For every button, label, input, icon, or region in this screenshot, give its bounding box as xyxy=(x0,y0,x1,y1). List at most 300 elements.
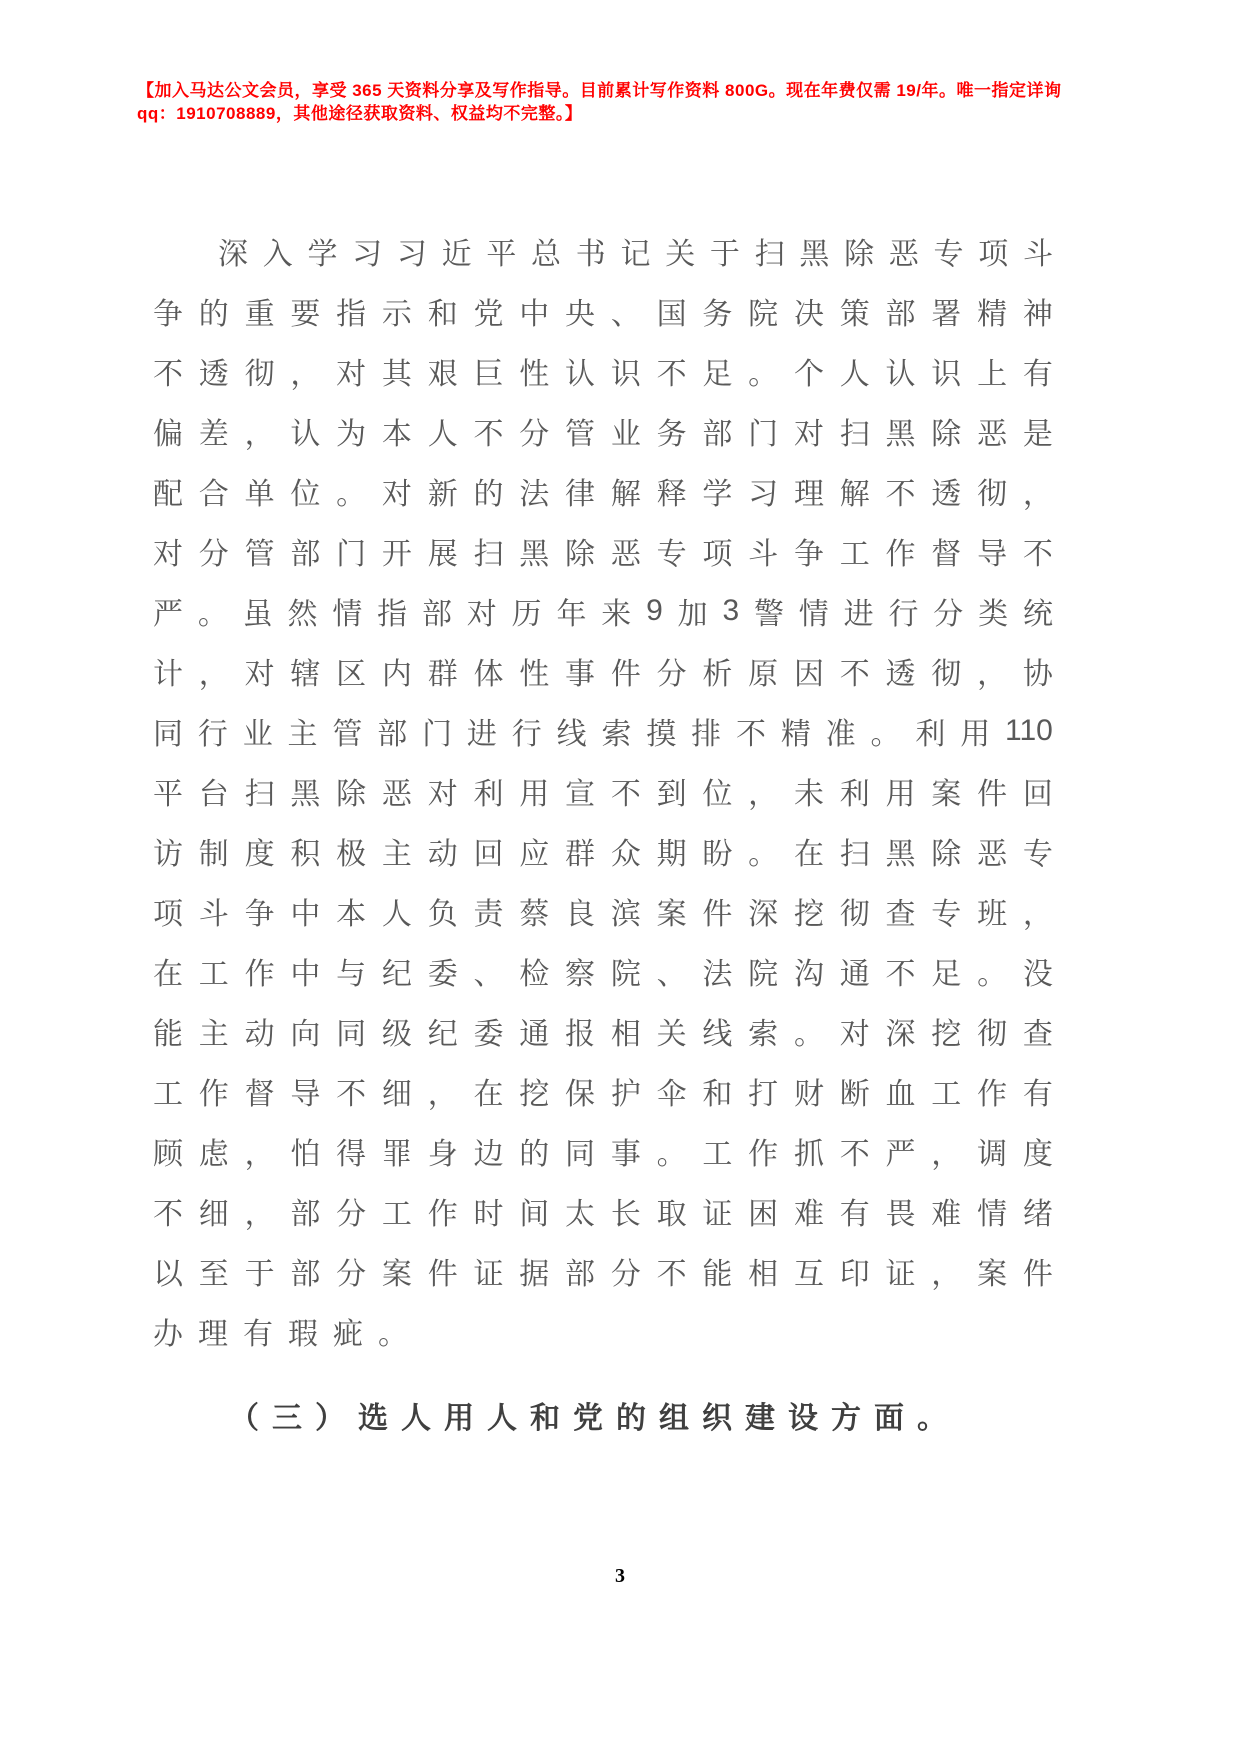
promo-notice xyxy=(137,79,1122,125)
char: 。 xyxy=(656,1138,687,1171)
char: ， xyxy=(1022,478,1053,511)
char: 情 xyxy=(798,598,829,631)
char: 。 xyxy=(378,1318,408,1351)
char: 新 xyxy=(427,478,458,511)
char: 足 xyxy=(931,958,962,991)
char: 加 xyxy=(677,598,708,631)
char: 的 xyxy=(519,1138,550,1171)
char: 作 xyxy=(244,958,275,991)
char: 重 xyxy=(244,298,275,331)
promo-notice-line: 【加入马达公文会员，享受 365 天资料分享及写作指导。目前累计写作资料 800G。现在年费仅需 19/年。唯一指定详询 xyxy=(137,81,1062,100)
char: 学 xyxy=(702,478,733,511)
char: 体 xyxy=(473,658,504,691)
char: 级 xyxy=(381,1018,412,1051)
char: 在 xyxy=(793,838,824,871)
char: 有 xyxy=(839,1198,870,1231)
char: 报 xyxy=(565,1018,596,1051)
paragraph-line xyxy=(153,941,1053,1001)
char: 部 xyxy=(421,598,452,631)
char: 据 xyxy=(519,1258,550,1291)
char: 彻 xyxy=(977,478,1008,511)
char: 恶 xyxy=(977,418,1008,451)
char: 打 xyxy=(748,1078,779,1111)
char: 差 xyxy=(198,418,229,451)
char: 专 xyxy=(933,238,964,271)
char: 不 xyxy=(610,778,641,811)
char: 统 xyxy=(1022,598,1053,631)
char: 瑕 xyxy=(288,1318,318,1351)
char: 专 xyxy=(656,538,687,571)
char: 情 xyxy=(977,1198,1008,1231)
char: 办 xyxy=(153,1318,183,1351)
char: 恶 xyxy=(888,238,919,271)
char: 身 xyxy=(427,1138,458,1171)
char: 对 xyxy=(793,418,824,451)
char: 个 xyxy=(793,358,824,391)
char: ， xyxy=(198,658,229,691)
char: 业 xyxy=(242,718,273,751)
char: 学 xyxy=(307,238,338,271)
char: 理 xyxy=(198,1318,228,1351)
char: 事 xyxy=(610,1138,641,1171)
char: 书 xyxy=(575,238,606,271)
char: 对 xyxy=(153,538,183,571)
char: 证 xyxy=(702,1198,733,1231)
char: 类 xyxy=(978,598,1009,631)
char: 和 xyxy=(427,298,458,331)
char: 。 xyxy=(197,598,228,631)
page-number: 3 xyxy=(615,1565,625,1587)
char: 项 xyxy=(978,238,1009,271)
char: 神 xyxy=(1022,298,1053,331)
char: 宣 xyxy=(565,778,596,811)
paragraph-line xyxy=(153,1181,1053,1241)
char: 总 xyxy=(531,238,562,271)
char: 足 xyxy=(702,358,733,391)
char: 除 xyxy=(931,418,962,451)
char: 黑 xyxy=(519,538,550,571)
char: 对 xyxy=(466,598,497,631)
char: 中 xyxy=(290,958,321,991)
char: 互 xyxy=(793,1258,824,1291)
char: 黑 xyxy=(885,418,916,451)
section-heading-wrap xyxy=(153,1361,1053,1445)
char: 护 xyxy=(610,1078,641,1111)
char: 精 xyxy=(780,718,811,751)
char: 难 xyxy=(931,1198,962,1231)
char: 行 xyxy=(888,598,919,631)
char: 血 xyxy=(885,1078,916,1111)
char: 门 xyxy=(422,718,453,751)
char: 中 xyxy=(290,898,321,931)
char: 理 xyxy=(793,478,824,511)
char: 未 xyxy=(793,778,824,811)
char: 案 xyxy=(656,898,687,931)
char: 不 xyxy=(839,658,870,691)
char: 位 xyxy=(290,478,321,511)
char: 应 xyxy=(519,838,550,871)
char: 艰 xyxy=(427,358,458,391)
char: 区 xyxy=(336,658,367,691)
char: 对 xyxy=(381,478,412,511)
char: 行 xyxy=(511,718,542,751)
paragraph-line xyxy=(153,221,1053,281)
char: 回 xyxy=(473,838,504,871)
char: 业 xyxy=(610,418,641,451)
char: 争 xyxy=(153,298,183,331)
char: 向 xyxy=(290,1018,321,1051)
char: 透 xyxy=(198,358,229,391)
char: 用 xyxy=(960,718,991,751)
char: 间 xyxy=(519,1198,550,1231)
char: 挖 xyxy=(519,1078,550,1111)
char: 极 xyxy=(336,838,367,871)
char: 回 xyxy=(1022,778,1053,811)
char: 件 xyxy=(610,658,641,691)
char: 件 xyxy=(977,778,1008,811)
char: 案 xyxy=(931,778,962,811)
char: 件 xyxy=(702,898,733,931)
char: 记 xyxy=(620,238,651,271)
char: 不 xyxy=(336,1078,367,1111)
char: 。 xyxy=(336,478,367,511)
char: 扫 xyxy=(244,778,275,811)
char: 督 xyxy=(244,1078,275,1111)
body-paragraph xyxy=(153,221,1053,1361)
char: 院 xyxy=(748,958,779,991)
char: 关 xyxy=(665,238,696,271)
char: 作 xyxy=(885,538,916,571)
char: 扫 xyxy=(839,838,870,871)
char: 扫 xyxy=(754,238,785,271)
char: 除 xyxy=(931,838,962,871)
char: 。 xyxy=(748,358,779,391)
char: 于 xyxy=(244,1258,275,1291)
char: 排 xyxy=(691,718,722,751)
char: 保 xyxy=(565,1078,596,1111)
char: 工 xyxy=(198,958,229,991)
char: 以 xyxy=(153,1258,183,1291)
char: 然 xyxy=(287,598,318,631)
char: 滨 xyxy=(610,898,641,931)
char: 门 xyxy=(336,538,367,571)
section-heading: （三）选人用人和党的组织建设方面。 xyxy=(229,1402,960,1435)
char: 畏 xyxy=(885,1198,916,1231)
char: 、 xyxy=(656,958,687,991)
char: 管 xyxy=(244,538,275,571)
paragraph-line xyxy=(153,341,1053,401)
char: 署 xyxy=(931,298,962,331)
char: 彻 xyxy=(931,658,962,691)
char: 管 xyxy=(332,718,363,751)
char: 党 xyxy=(473,298,504,331)
char: 证 xyxy=(473,1258,504,1291)
char: 细 xyxy=(381,1078,412,1111)
char: 恶 xyxy=(977,838,1008,871)
char: 用 xyxy=(519,778,550,811)
char: 作 xyxy=(427,1198,458,1231)
char: 相 xyxy=(610,1018,641,1051)
char: 务 xyxy=(702,298,733,331)
char: 部 xyxy=(290,1198,321,1231)
char: 在 xyxy=(473,1078,504,1111)
char: 访 xyxy=(153,838,183,871)
char: 不 xyxy=(153,1198,183,1231)
char: 部 xyxy=(565,1258,596,1291)
char: 委 xyxy=(427,958,458,991)
char: 挖 xyxy=(931,1018,962,1051)
char: 3 xyxy=(722,594,740,627)
char: 9 xyxy=(646,594,663,627)
char: 挖 xyxy=(793,898,824,931)
char: 不 xyxy=(473,418,504,451)
char: 展 xyxy=(427,538,458,571)
char: 配 xyxy=(153,478,183,511)
char: 察 xyxy=(565,958,596,991)
char: 行 xyxy=(197,718,228,751)
paragraph-line xyxy=(153,401,1053,461)
char: 同 xyxy=(565,1138,596,1171)
char: 其 xyxy=(381,358,412,391)
char: 有 xyxy=(243,1318,273,1351)
char: 进 xyxy=(843,598,874,631)
char: 督 xyxy=(931,538,962,571)
char: 事 xyxy=(565,658,596,691)
char: 顾 xyxy=(153,1138,183,1171)
char: 作 xyxy=(977,1078,1008,1111)
char: 不 xyxy=(839,1138,870,1171)
char: 习 xyxy=(352,238,383,271)
char: 原 xyxy=(748,658,779,691)
paragraph-line xyxy=(153,821,1053,881)
char: 示 xyxy=(381,298,412,331)
char: 绪 xyxy=(1022,1198,1053,1231)
char: 度 xyxy=(244,838,275,871)
char: 本 xyxy=(381,418,412,451)
char: 巨 xyxy=(473,358,504,391)
char: 习 xyxy=(748,478,779,511)
char: 管 xyxy=(565,418,596,451)
char: 作 xyxy=(198,1078,229,1111)
char: 断 xyxy=(839,1078,870,1111)
char: 不 xyxy=(656,358,687,391)
char: 平 xyxy=(153,778,183,811)
char: 有 xyxy=(1022,1078,1053,1111)
char: 罪 xyxy=(381,1138,412,1171)
char: 关 xyxy=(656,1018,687,1051)
char: 件 xyxy=(427,1258,458,1291)
char: 检 xyxy=(519,958,550,991)
char: 件 xyxy=(1022,1258,1053,1291)
char: 项 xyxy=(153,898,183,931)
char: 除 xyxy=(844,238,875,271)
char: 准 xyxy=(825,718,856,751)
char: 斗 xyxy=(198,898,229,931)
char: 严 xyxy=(885,1138,916,1171)
char: 到 xyxy=(656,778,687,811)
char: 证 xyxy=(885,1258,916,1291)
char: 法 xyxy=(519,478,550,511)
char: 辖 xyxy=(290,658,321,691)
char: 制 xyxy=(198,838,229,871)
char: 计 xyxy=(153,658,183,691)
char: 同 xyxy=(153,718,183,751)
char: 历 xyxy=(511,598,542,631)
char: 主 xyxy=(198,1018,229,1051)
char: ， xyxy=(748,778,779,811)
char: 决 xyxy=(793,298,824,331)
char: 利 xyxy=(839,778,870,811)
char: 彻 xyxy=(839,898,870,931)
char: 与 xyxy=(336,958,367,991)
char: 解 xyxy=(839,478,870,511)
char: 国 xyxy=(656,298,687,331)
char: 工 xyxy=(931,1078,962,1111)
char: 期 xyxy=(656,838,687,871)
char: 争 xyxy=(244,898,275,931)
char: 分 xyxy=(336,1258,367,1291)
char: 虑 xyxy=(198,1138,229,1171)
char: 动 xyxy=(427,838,458,871)
char: 深 xyxy=(218,238,248,271)
char: 要 xyxy=(290,298,321,331)
char: 不 xyxy=(1022,538,1053,571)
char: 群 xyxy=(565,838,596,871)
char: 时 xyxy=(473,1198,504,1231)
char: 班 xyxy=(977,898,1008,931)
char: 院 xyxy=(748,298,779,331)
char: 纪 xyxy=(381,958,412,991)
char: ， xyxy=(244,418,275,451)
char: 部 xyxy=(290,1258,321,1291)
char: 工 xyxy=(381,1198,412,1231)
char: 。 xyxy=(977,958,1008,991)
char: 不 xyxy=(153,358,183,391)
paragraph-line xyxy=(153,521,1053,581)
char: 同 xyxy=(336,1018,367,1051)
char: 开 xyxy=(381,538,412,571)
char: 的 xyxy=(473,478,504,511)
char: 入 xyxy=(262,238,293,271)
char: 分 xyxy=(336,1198,367,1231)
char: 不 xyxy=(885,478,916,511)
char: 透 xyxy=(931,478,962,511)
char: 导 xyxy=(977,538,1008,571)
char: 主 xyxy=(381,838,412,871)
char: 群 xyxy=(427,658,458,691)
char: 良 xyxy=(565,898,596,931)
char: 本 xyxy=(336,898,367,931)
char: 细 xyxy=(198,1198,229,1231)
char: 的 xyxy=(198,298,229,331)
paragraph-line xyxy=(153,881,1053,941)
char: 认 xyxy=(885,358,916,391)
char: 调 xyxy=(977,1138,1008,1171)
char: 斗 xyxy=(748,538,779,571)
char: 识 xyxy=(610,358,641,391)
char: ， xyxy=(977,658,1008,691)
paragraph-line xyxy=(153,761,1053,821)
char: 长 xyxy=(610,1198,641,1231)
char: 偏 xyxy=(153,418,183,451)
char: 至 xyxy=(198,1258,229,1291)
char: 央 xyxy=(565,298,596,331)
char: 110 xyxy=(1005,714,1053,747)
char: 情 xyxy=(332,598,363,631)
char: 伞 xyxy=(656,1078,687,1111)
paragraph-line xyxy=(153,1241,1053,1301)
char: 深 xyxy=(748,898,779,931)
char: 责 xyxy=(473,898,504,931)
char: 动 xyxy=(244,1018,275,1051)
char: 近 xyxy=(441,238,472,271)
char: 析 xyxy=(702,658,733,691)
char: 负 xyxy=(427,898,458,931)
char: 困 xyxy=(748,1198,779,1231)
paragraph-line xyxy=(153,1001,1053,1061)
char: 太 xyxy=(565,1198,596,1231)
char: 台 xyxy=(198,778,229,811)
char: 专 xyxy=(1022,838,1053,871)
paragraph-line xyxy=(153,581,1053,641)
char: 抓 xyxy=(793,1138,824,1171)
char: 认 xyxy=(565,358,596,391)
char: ， xyxy=(931,1138,962,1171)
char: 疵 xyxy=(333,1318,363,1351)
char: ， xyxy=(1022,898,1053,931)
char: 相 xyxy=(748,1258,779,1291)
char: 能 xyxy=(153,1018,183,1051)
char: 部 xyxy=(377,718,408,751)
char: 因 xyxy=(793,658,824,691)
char: ， xyxy=(244,1138,275,1171)
char: 务 xyxy=(656,418,687,451)
char: 策 xyxy=(839,298,870,331)
char: 黑 xyxy=(799,238,830,271)
char: 院 xyxy=(610,958,641,991)
char: 部 xyxy=(702,418,733,451)
char: 索 xyxy=(748,1018,779,1051)
char: 除 xyxy=(565,538,596,571)
char: ， xyxy=(427,1078,458,1111)
char: 不 xyxy=(735,718,766,751)
char: 积 xyxy=(290,838,321,871)
char: 指 xyxy=(336,298,367,331)
char: 深 xyxy=(885,1018,916,1051)
char: 不 xyxy=(656,1258,687,1291)
char: 进 xyxy=(466,718,497,751)
char: ， xyxy=(931,1258,962,1291)
char: 内 xyxy=(381,658,412,691)
promo-notice-line: qq：1910708889，其他途径获取资料、权益均不完整。】 xyxy=(137,104,583,123)
char: 是 xyxy=(1022,418,1053,451)
char: 扫 xyxy=(839,418,870,451)
char: 怕 xyxy=(290,1138,321,1171)
char: 查 xyxy=(1022,1018,1053,1051)
char: 黑 xyxy=(290,778,321,811)
char: 得 xyxy=(336,1138,367,1171)
char: 对 xyxy=(336,358,367,391)
char: 边 xyxy=(473,1138,504,1171)
char: 恶 xyxy=(610,538,641,571)
paragraph-line xyxy=(153,1061,1053,1121)
paragraph-line xyxy=(153,641,1053,701)
paragraph-line xyxy=(153,1121,1053,1181)
char: 上 xyxy=(977,358,1008,391)
char: 黑 xyxy=(885,838,916,871)
char: 能 xyxy=(702,1258,733,1291)
char: 透 xyxy=(885,658,916,691)
